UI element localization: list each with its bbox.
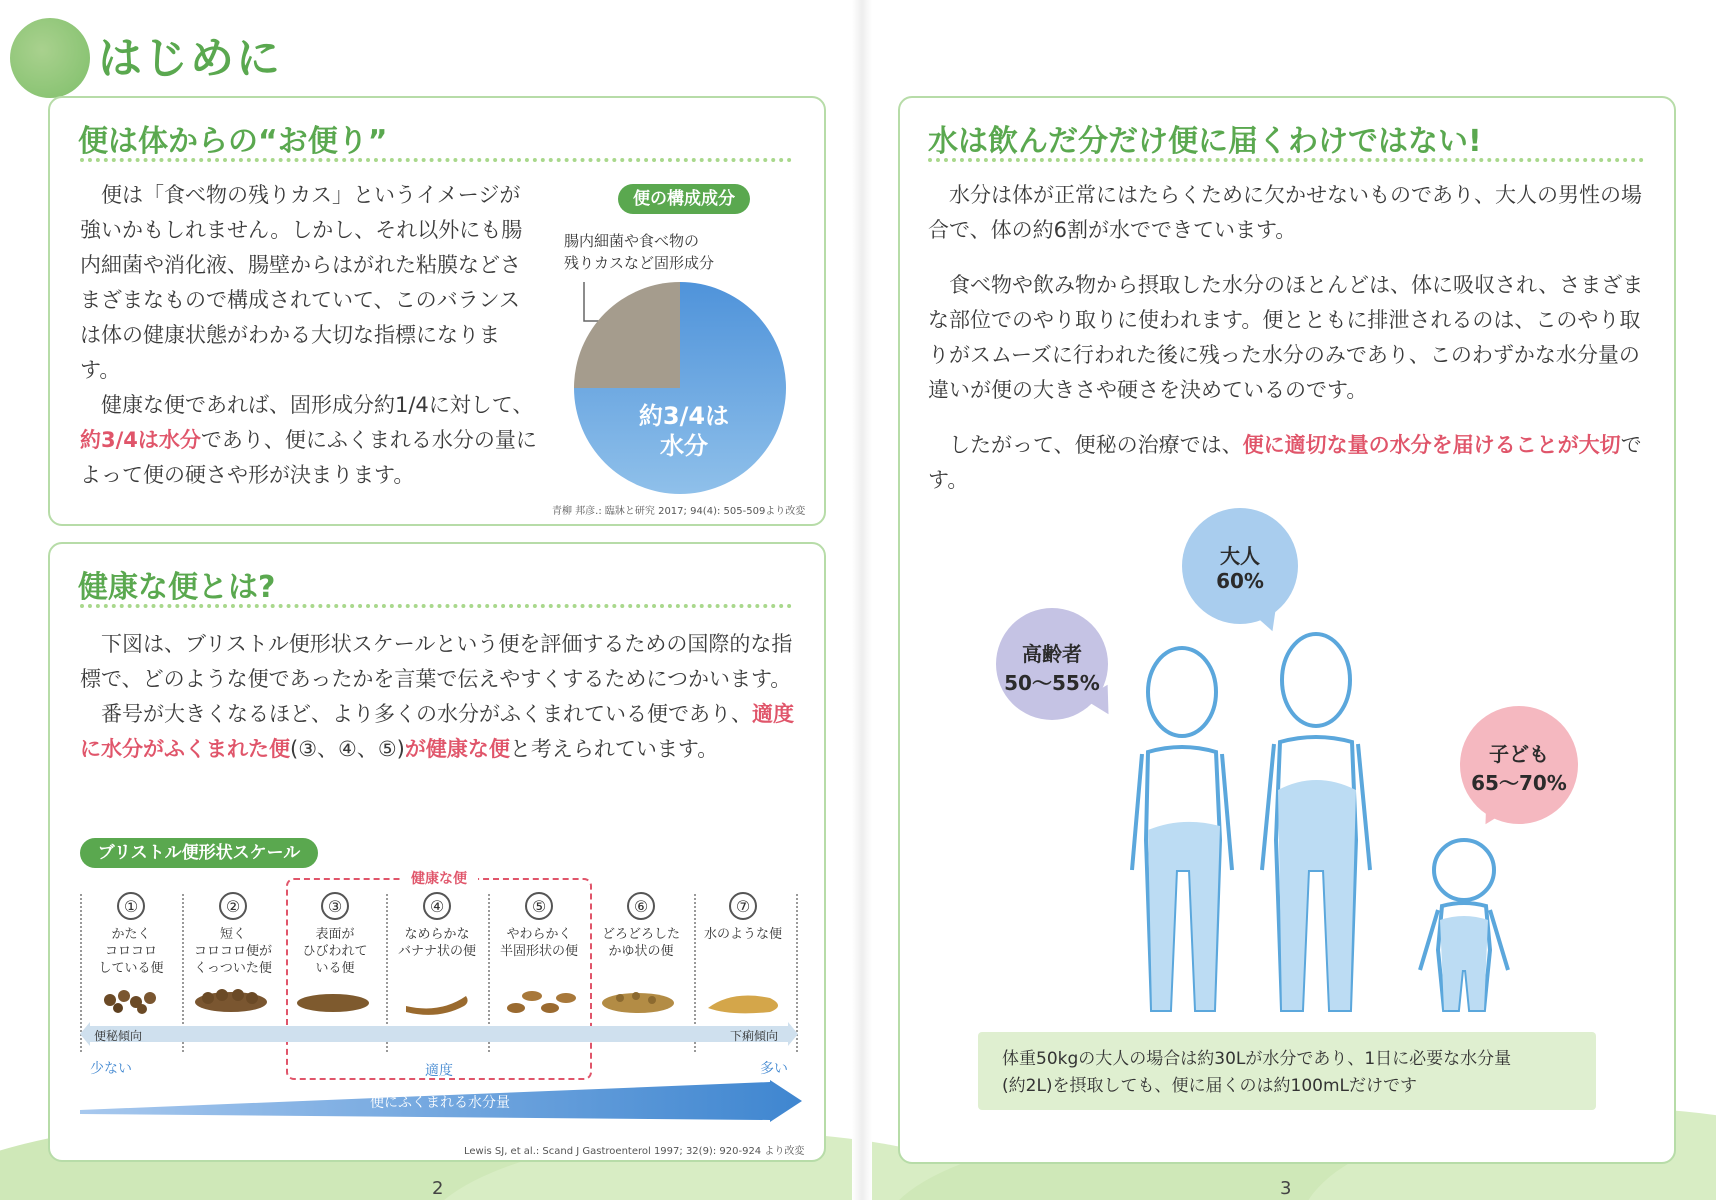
stool-composition-pie (560, 270, 800, 500)
water-moderate-label: 適度 (425, 1063, 453, 1079)
elderly-figure (1132, 648, 1232, 1010)
scale-description: なめらかな バナナ状の便 (397, 927, 476, 959)
section1-paragraph: 健康な便であれば、固形成分約1/4に対して、約3/4は水分であり、便にふくまれる水分の量によって便の硬さや形が決まります。 (80, 393, 537, 487)
right-paragraph: したがって、便秘の治療では、便に適切な量の水分を届けることが大切です。 (928, 433, 1642, 492)
chapter-bullet (10, 18, 90, 98)
scale-number: ③ (321, 892, 349, 920)
section2-body (80, 627, 798, 767)
chart-inner-label-line1: 約3/4は (638, 402, 730, 430)
section1-citation: 青柳 邦彦.: 臨牀と研究 2017; 94(4): 505-509より改変 (552, 506, 806, 517)
scale-description: 水のような便 (703, 927, 782, 942)
section1-paragraph: 便は「食べ物の残りカス」というイメージが強いかもしれません。しかし、それ以外にも腸内細菌や消化液、腸壁からはがれた粘膜などさまざまなもので構成されていて、このバランスは体の健康状態がわかる大切な指標になります。 (80, 183, 523, 382)
page-spine (852, 0, 872, 1200)
scale-description: どろどろした かゆ状の便 (601, 927, 680, 959)
right-section-title: 水は飲んだ分だけ便に届くわけではない! (928, 124, 1482, 159)
page-number-left: 2 (432, 1178, 444, 1199)
scale-description: 短く コロコロ便が くっついた便 (193, 927, 272, 976)
tendency-arrow-right-head (788, 1022, 798, 1046)
water-less-label: 少ない (90, 1061, 132, 1077)
pie-slice-solid (574, 282, 680, 388)
stool-type-2-icon (195, 989, 267, 1012)
scale-number: ① (117, 892, 145, 920)
water-amount-label: 便にふくまれる水分量 (370, 1095, 510, 1111)
bubble-adult: 大人 60% (1182, 508, 1298, 624)
section2-paragraph: 番号が大きくなるほど、より多くの水分がふくまれている便であり、適度に水分がふくまれた便(③、④、⑤)が健康な便と考えられています。 (80, 702, 794, 761)
stool-type-6-icon (602, 992, 674, 1013)
stool-type-4-icon (406, 996, 468, 1015)
constipation-tendency-label: 便秘傾向 (94, 1029, 143, 1043)
section1-divider (80, 158, 792, 162)
body-water-illustration (1120, 620, 1540, 1020)
page-number-right: 3 (1280, 1178, 1292, 1199)
bubble-elderly: 高齢者 50〜55% (996, 608, 1108, 720)
stool-illustrations (80, 978, 800, 1018)
adult-figure (1262, 634, 1370, 1010)
tendency-arrow-left-head (80, 1022, 90, 1046)
diarrhea-tendency-label: 下痢傾向 (730, 1029, 779, 1043)
section2-divider (80, 604, 792, 608)
water-highlight: 約3/4は水分 (80, 428, 201, 452)
scale-description: かたく コロコロ している便 (98, 927, 164, 976)
chart-label: 便の構成成分 (618, 184, 750, 214)
scale-number: ⑥ (627, 892, 655, 920)
water-delivery-highlight: 便に適切な量の水分を届けることが大切 (1242, 433, 1621, 457)
right-paragraph: 水分は体が正常にはたらくために欠かせないものであり、大人の男性の場合で、体の約6割が水でできています。 (928, 183, 1642, 242)
stool-type-5-icon (507, 991, 576, 1013)
scale-number: ⑤ (525, 892, 553, 920)
tendency-arrow (88, 1026, 788, 1042)
right-section-body (928, 178, 1652, 498)
scale-number: ⑦ (729, 892, 757, 920)
water-more-label: 多い (760, 1061, 788, 1077)
scale-number: ④ (423, 892, 451, 920)
bristol-scale-label: ブリストル便形状スケール (80, 838, 318, 868)
right-section-divider (928, 158, 1644, 162)
stool-type-3-icon (297, 994, 369, 1012)
section2-title: 健康な便とは? (78, 570, 276, 605)
scale-description: 表面が ひびわれて いる便 (302, 927, 368, 976)
healthy-range-label: 健康な便 (400, 868, 478, 888)
right-paragraph: 食べ物や飲み物から摂取した水分のほとんどは、体に吸収され、さまざまな部位でのやり取りに使われます。便とともに排泄されるのは、このやり取りがスムーズに行われた後に残った水分のみであり、このわずかな水分量の違いが便の大きさや硬さを決めているのです。 (928, 273, 1644, 402)
section2-paragraph: 下図は、ブリストル便形状スケールという便を評価するための国際的な指標で、どのような便であったかを言葉で伝えやすくするためにつかいます。 (80, 632, 793, 691)
scale-number: ② (219, 892, 247, 920)
chapter-title: はじめに (98, 33, 282, 84)
bubble-child: 子ども 65〜70% (1460, 706, 1578, 824)
section2-citation: Lewis SJ, et al.: Scand J Gastroenterol 1997; 32(9): 920-924 より改変 (464, 1146, 805, 1157)
section1-body (80, 178, 540, 493)
scale-description: やわらかく 半固形状の便 (499, 927, 578, 959)
stool-type-7-icon (708, 996, 778, 1014)
water-fact-box: 体重50kgの大人の場合は約30Lが水分であり、1日に必要な水分量 (約2L)を摂取しても、便に届くのは約100mLだけです (978, 1032, 1596, 1110)
stool-type-1-icon (104, 990, 156, 1014)
chart-callout-line1: 腸内細菌や食べ物の (564, 232, 700, 250)
child-figure (1420, 840, 1508, 1010)
section1-title: 便は体からの“お便り” (78, 124, 388, 159)
chart-inner-label-line2: 水分 (660, 432, 708, 460)
chart-callout-line2: 残りカスなど固形成分 (564, 254, 715, 272)
